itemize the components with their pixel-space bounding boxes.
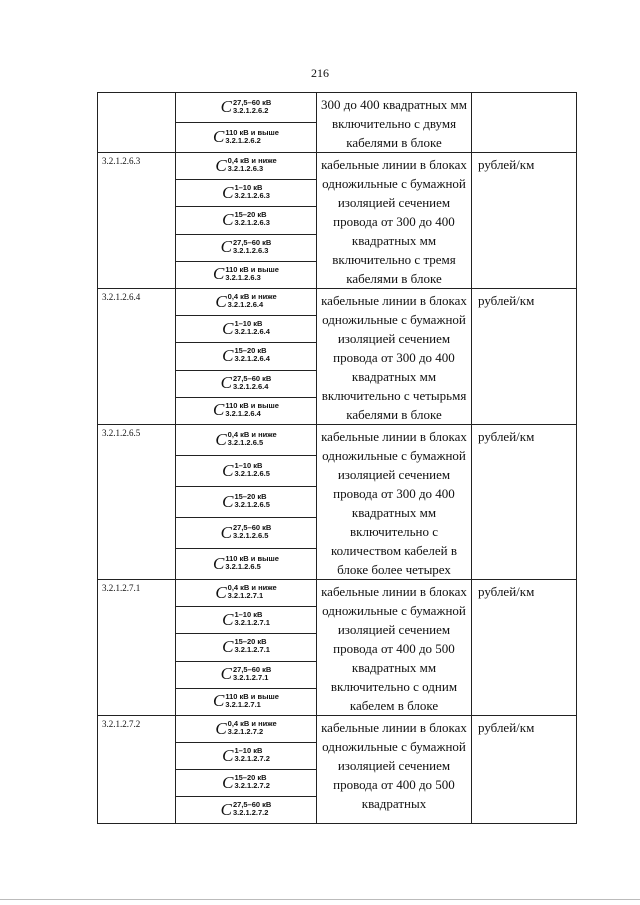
code-subscript: 3.2.1.2.7.1: [232, 672, 269, 682]
rate-symbol-index: [228, 584, 277, 600]
rate-symbol: [221, 801, 272, 818]
rate-symbol-letter: C: [222, 745, 234, 765]
rate-symbol-index: [233, 99, 271, 115]
rate-symbol: [222, 320, 270, 337]
cable-description: кабельные линии в блоках одножильные с бумажной изоляцией сечением провода от 400 до 500 квадратных мм включительно с одним кабелем в блоке: [317, 580, 472, 716]
rate-symbol-cell: [176, 549, 317, 580]
voltage-superscript: 1–10 кВ: [234, 183, 263, 193]
code-subscript: 3.2.1.2.6.5: [234, 500, 270, 509]
rate-symbol-letter: C: [215, 718, 227, 738]
rate-symbol-index: [234, 611, 269, 627]
section-code: 3.2.1.2.6.3: [98, 153, 176, 289]
rate-symbol-cell: [176, 370, 317, 397]
rate-symbol: [221, 665, 272, 682]
cable-description: кабельные линии в блоках одножильные с бумажной изоляцией сечением провода от 300 до 400 квадратных мм включительно с четырьмя кабелями в блоке: [317, 289, 472, 425]
rate-symbol-index: [234, 347, 269, 363]
voltage-superscript: 0,4 кВ и ниже: [227, 430, 277, 439]
code-subscript: 3.2.1.2.6.5: [225, 562, 261, 571]
voltage-superscript: 15–20 кВ: [234, 492, 267, 501]
rate-symbol-cell: [176, 153, 317, 180]
rate-symbol-index: [233, 239, 271, 255]
rate-symbol: [222, 638, 270, 655]
table-row: [98, 425, 577, 456]
voltage-superscript: 27,5–60 кВ: [232, 97, 272, 107]
rate-symbol-index: [225, 693, 279, 709]
rate-symbol-cell: [176, 316, 317, 343]
rate-symbol: [221, 238, 272, 255]
table-row: [98, 580, 577, 607]
rate-symbol-cell: [176, 180, 317, 207]
code-subscript: 3.2.1.2.7.1: [227, 591, 264, 601]
rate-symbol-cell: [176, 123, 317, 153]
voltage-superscript: 1–10 кВ: [234, 319, 263, 329]
rate-symbol: [221, 524, 272, 541]
page-number: 216: [311, 66, 329, 80]
unit-of-measure: рублей/км: [472, 580, 577, 716]
section-code: 3.2.1.2.6.4: [98, 289, 176, 425]
rate-symbol-letter: C: [222, 772, 234, 792]
rate-symbol-cell: [176, 580, 317, 607]
table-row: [98, 716, 577, 743]
rate-symbol-letter: C: [222, 636, 234, 656]
code-subscript: 3.2.1.2.7.1: [225, 699, 261, 709]
table-row: [98, 153, 577, 180]
rate-symbol-letter: C: [220, 97, 232, 116]
rate-symbol: [213, 692, 279, 709]
rate-symbol-letter: C: [215, 291, 227, 311]
rate-symbol-index: [234, 493, 269, 509]
voltage-superscript: 15–20 кВ: [234, 346, 267, 356]
unit-of-measure: рублей/км: [472, 425, 577, 580]
rate-symbol-letter: C: [215, 582, 227, 602]
rate-symbol: [222, 774, 270, 791]
rate-symbol-index: [225, 129, 279, 145]
rate-symbol-index: [225, 555, 279, 571]
voltage-superscript: 0,4 кВ и ниже: [227, 719, 277, 728]
cable-description: кабельные линии в блоках одножильные с бумажной изоляцией сечением провода от 300 до 400 квадратных мм включительно с тремя кабелями в блоке: [317, 153, 472, 289]
rate-symbol-cell: [176, 487, 317, 518]
rates-table-body: [98, 93, 577, 824]
code-subscript: 3.2.1.2.6.4: [227, 300, 264, 310]
voltage-superscript: 1–10 кВ: [234, 746, 263, 755]
rate-symbol-index: [234, 320, 269, 336]
rate-symbol-cell: [176, 261, 317, 288]
rate-symbol-letter: C: [220, 522, 232, 542]
code-subscript: 3.2.1.2.6.3: [234, 191, 270, 201]
section-code: 3.2.1.2.7.2: [98, 716, 176, 824]
rate-symbol: [213, 128, 279, 145]
code-subscript: 3.2.1.2.6.3: [227, 164, 264, 174]
code-subscript: 3.2.1.2.6.5: [234, 469, 270, 478]
rate-symbol-index: [225, 402, 279, 418]
rate-symbol-letter: C: [222, 345, 234, 365]
rate-symbol-cell: [176, 425, 317, 456]
rate-symbol-cell: [176, 743, 317, 770]
rate-symbol-letter: C: [213, 264, 225, 284]
rate-symbol-index: [233, 375, 271, 391]
code-subscript: 3.2.1.2.6.4: [232, 381, 269, 391]
voltage-superscript: 110 кВ и выше: [225, 127, 279, 137]
code-subscript: 3.2.1.2.7.1: [234, 618, 270, 628]
rate-symbol-letter: C: [213, 691, 225, 711]
rate-symbol-letter: C: [222, 182, 234, 202]
rate-symbol-cell: [176, 456, 317, 487]
rate-symbol: [213, 401, 279, 418]
rate-symbol-index: [228, 293, 277, 309]
rate-symbol-letter: C: [213, 553, 225, 573]
rate-symbol-cell: [176, 770, 317, 797]
rate-symbol-index: [228, 720, 277, 736]
voltage-superscript: 27,5–60 кВ: [232, 664, 272, 674]
rate-symbol-index: [225, 266, 279, 282]
rate-symbol-letter: C: [220, 373, 232, 393]
voltage-superscript: 0,4 кВ и ниже: [227, 583, 277, 593]
voltage-superscript: 27,5–60 кВ: [232, 237, 272, 247]
voltage-superscript: 110 кВ и выше: [225, 264, 279, 274]
rate-symbol: [222, 611, 270, 628]
rate-symbol: [222, 747, 270, 764]
voltage-superscript: 15–20 кВ: [234, 773, 267, 782]
table-row: [98, 289, 577, 316]
rate-symbol: [222, 184, 270, 201]
voltage-superscript: 110 кВ и выше: [225, 691, 279, 701]
code-subscript: 3.2.1.2.6.5: [227, 438, 264, 447]
voltage-superscript: 27,5–60 кВ: [232, 373, 272, 383]
code-subscript: 3.2.1.2.6.4: [234, 327, 270, 337]
scan-edge-line: [0, 899, 640, 900]
rate-symbol-cell: [176, 207, 317, 234]
section-code: [98, 93, 176, 153]
voltage-superscript: 1–10 кВ: [234, 461, 263, 470]
rate-symbol-cell: [176, 634, 317, 661]
rate-symbol: [215, 431, 276, 448]
unit-of-measure: [472, 93, 577, 153]
code-subscript: 3.2.1.2.6.2: [225, 135, 261, 145]
rate-symbol-index: [233, 801, 271, 817]
rate-symbol-index: [233, 524, 271, 540]
rate-symbol: [215, 584, 276, 601]
rate-symbol-cell: [176, 93, 317, 123]
rate-symbol-letter: C: [220, 237, 232, 257]
code-subscript: 3.2.1.2.7.2: [227, 727, 264, 736]
voltage-superscript: 1–10 кВ: [234, 610, 263, 620]
rate-symbol: [213, 555, 279, 572]
rate-symbol-cell: [176, 661, 317, 688]
voltage-superscript: 110 кВ и выше: [225, 554, 279, 563]
rate-symbol: [215, 293, 276, 310]
rate-symbol-cell: [176, 797, 317, 824]
code-subscript: 3.2.1.2.6.3: [225, 272, 261, 282]
rate-symbol-letter: C: [215, 429, 227, 449]
rate-symbol-cell: [176, 397, 317, 424]
code-subscript: 3.2.1.2.6.4: [225, 408, 261, 418]
rate-symbol-index: [234, 184, 269, 200]
rate-symbol-index: [234, 774, 269, 790]
rate-symbol-letter: C: [222, 318, 234, 338]
cable-description: 300 до 400 квадратных мм включительно с двумя кабелями в блоке: [317, 93, 472, 153]
code-subscript: 3.2.1.2.7.1: [234, 645, 270, 655]
rate-symbol: [222, 462, 270, 479]
rate-symbol-index: [234, 747, 269, 763]
code-subscript: 3.2.1.2.6.4: [234, 354, 270, 364]
rate-symbol: [222, 493, 270, 510]
code-subscript: 3.2.1.2.6.3: [234, 218, 270, 228]
code-subscript: 3.2.1.2.6.3: [232, 245, 269, 255]
rate-symbol: [215, 720, 276, 737]
cable-description: кабельные линии в блоках одножильные с бумажной изоляцией сечением провода от 300 до 400 квадратных мм включительно с количеством кабелей в блоке более четырех: [317, 425, 472, 580]
code-subscript: 3.2.1.2.6.5: [232, 531, 269, 540]
unit-of-measure: рублей/км: [472, 716, 577, 824]
rate-symbol-letter: C: [222, 491, 234, 511]
rate-symbol-index: [234, 462, 269, 478]
cable-description: кабельные линии в блоках одножильные с бумажной изоляцией сечением провода от 400 до 500 квадратных: [317, 716, 472, 824]
unit-of-measure: рублей/км: [472, 289, 577, 425]
rate-symbol: [222, 211, 270, 228]
voltage-superscript: 27,5–60 кВ: [232, 800, 272, 809]
rate-symbol: [213, 265, 279, 282]
voltage-superscript: 110 кВ и выше: [225, 400, 279, 410]
rate-symbol-letter: C: [222, 209, 234, 229]
rate-symbol-letter: C: [213, 400, 225, 420]
voltage-superscript: 0,4 кВ и ниже: [227, 292, 277, 302]
rate-symbol-cell: [176, 234, 317, 261]
code-subscript: 3.2.1.2.7.2: [234, 754, 270, 763]
rate-symbol-cell: [176, 716, 317, 743]
voltage-superscript: 15–20 кВ: [234, 637, 267, 647]
rate-symbol-letter: C: [220, 799, 232, 819]
code-subscript: 3.2.1.2.6.2: [232, 105, 269, 115]
rate-symbol-cell: [176, 343, 317, 370]
rate-symbol-letter: C: [222, 609, 234, 629]
rate-symbol-cell: [176, 289, 317, 316]
rate-symbol-letter: C: [222, 460, 234, 480]
rate-symbol-index: [228, 157, 277, 173]
rate-symbol-index: [233, 666, 271, 682]
section-code: 3.2.1.2.7.1: [98, 580, 176, 716]
rate-symbol-letter: C: [215, 155, 227, 175]
rate-symbol: [221, 98, 272, 115]
rate-symbol-cell: [176, 518, 317, 549]
rate-symbol: [221, 374, 272, 391]
rate-symbol-cell: [176, 688, 317, 715]
rate-symbol-index: [234, 638, 269, 654]
code-subscript: 3.2.1.2.7.2: [234, 781, 270, 790]
rate-symbol-index: [228, 431, 277, 447]
voltage-superscript: 27,5–60 кВ: [232, 523, 272, 532]
rate-symbol-letter: C: [213, 127, 225, 146]
table-row: [98, 93, 577, 123]
rates-table: [97, 92, 577, 824]
rate-symbol-index: [234, 211, 269, 227]
code-subscript: 3.2.1.2.7.2: [232, 808, 269, 817]
rate-symbol: [215, 157, 276, 174]
unit-of-measure: рублей/км: [472, 153, 577, 289]
rate-symbol: [222, 347, 270, 364]
rate-symbol-cell: [176, 607, 317, 634]
voltage-superscript: 0,4 кВ и ниже: [227, 156, 277, 166]
rate-symbol-letter: C: [220, 664, 232, 684]
voltage-superscript: 15–20 кВ: [234, 210, 267, 220]
section-code: 3.2.1.2.6.5: [98, 425, 176, 580]
